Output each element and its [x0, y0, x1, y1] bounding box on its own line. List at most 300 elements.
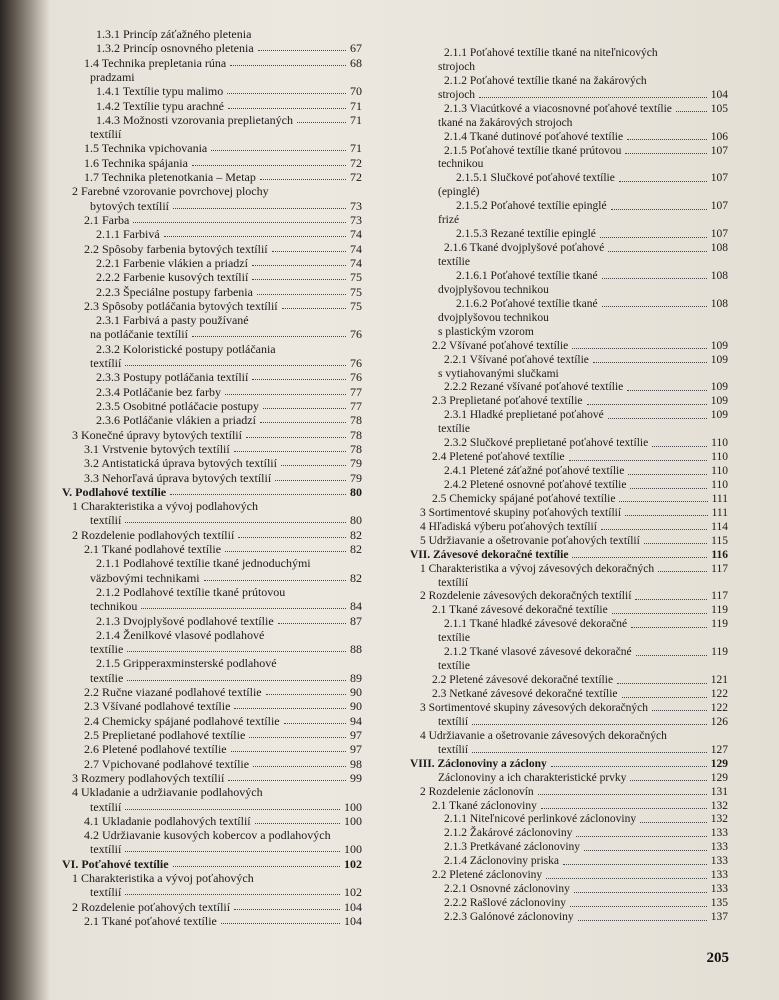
toc-entry — [456, 201, 728, 213]
toc-entry-title: pradzami — [90, 69, 135, 84]
toc-entry — [96, 85, 362, 97]
leader-dots — [238, 537, 346, 538]
toc-entry-title: 2.3.1 Farbivá a pasty používané — [96, 313, 249, 328]
toc-entry-title: 4 Hľadiská výberu poťahových textílií — [420, 520, 597, 533]
leader-dots — [211, 150, 346, 151]
toc-entry-title: 2.1.1 Podlahové textílie tkané jednoduchými — [96, 556, 311, 571]
toc-entry-page: 71 — [350, 141, 362, 156]
leader-dots — [593, 362, 707, 363]
leader-dots — [253, 766, 346, 767]
leader-dots — [282, 308, 346, 309]
toc-entry — [72, 429, 362, 441]
leader-dots — [619, 501, 707, 502]
leader-dots — [587, 404, 707, 405]
toc-entry-page: 114 — [711, 520, 728, 533]
toc-entry — [96, 400, 362, 412]
toc-entry — [444, 104, 728, 116]
toc-entry-title: V. Podlahové textílie — [62, 484, 167, 499]
leader-dots — [125, 365, 346, 366]
leader-dots — [284, 723, 346, 724]
leader-dots — [584, 850, 707, 851]
leader-dots — [252, 279, 346, 280]
leader-dots — [627, 390, 706, 391]
toc-entry-title: frizé — [438, 214, 460, 227]
toc-entry — [420, 536, 728, 548]
toc-entry-title: 2.1.1 Tkané hladké závesové dekoračné — [444, 618, 628, 631]
toc-entry-title: VI. Poťahové textílie — [62, 856, 169, 871]
toc-entry-title: 3.3 Nehorľavá úprava bytových textílií — [84, 470, 272, 485]
toc-entry-page: 78 — [350, 413, 362, 428]
toc-entry — [438, 578, 728, 590]
leader-dots — [602, 306, 707, 307]
toc-entry-title: 2.1.2 Podlahové textílie tkané prútovou — [96, 584, 286, 599]
toc-entry-page: 74 — [350, 241, 362, 256]
toc-entry-title: 3 Sortimentové skupiny závesových dekoračných — [420, 701, 649, 714]
toc-entry — [72, 185, 362, 197]
toc-entry — [96, 228, 362, 240]
toc-entry — [62, 858, 362, 870]
toc-entry-page: 108 — [710, 269, 728, 282]
toc-entry — [72, 872, 362, 884]
toc-entry-title: 2.1.3 Viacútkové a viacosnovné poťahové textílie — [444, 102, 672, 115]
toc-entry — [432, 605, 728, 617]
toc-entry-page: 105 — [710, 102, 728, 115]
toc-entry-page: 129 — [710, 757, 728, 770]
toc-entry — [444, 856, 728, 868]
toc-entry — [84, 543, 362, 555]
leader-dots — [221, 923, 340, 924]
toc-entry-title: 2.3.3 Postupy potláčania textílií — [96, 370, 249, 385]
toc-entry — [420, 564, 728, 576]
toc-entry-title: 2.1 Farba — [84, 212, 130, 227]
toc-entry — [90, 843, 362, 855]
toc-entry-title: 3 Konečné úpravy bytových textílií — [72, 427, 242, 442]
toc-entry-title: 1.4.1 Textílie typu malimo — [96, 84, 224, 99]
toc-entry-page: 117 — [711, 562, 728, 575]
toc-entry-page: 122 — [710, 701, 728, 714]
toc-entry-page: 104 — [344, 914, 362, 928]
leader-dots — [578, 920, 707, 921]
toc-entry — [420, 522, 728, 534]
toc-entry-title: 2.1.2 Tkané vlasové závesové dekoračné — [444, 646, 632, 659]
leader-dots — [479, 97, 707, 98]
toc-entry — [444, 382, 728, 394]
toc-entry-title: 1.4.3 Možnosti vzorovania preplietaných — [96, 112, 293, 127]
toc-entry-title: 2.1 Tkané záclonoviny — [432, 799, 537, 812]
toc-entry-page: 107 — [710, 200, 728, 213]
leader-dots — [472, 724, 707, 725]
toc-entry — [420, 508, 728, 520]
toc-entry-title: 2.1.6.2 Poťahové textílie tkané — [456, 297, 598, 310]
toc-entry — [444, 912, 728, 924]
toc-entry-title: 3.2 Antistatická úprava bytových textílií — [84, 456, 277, 471]
leader-dots — [231, 751, 346, 752]
toc-entry-page: 68 — [350, 55, 362, 70]
toc-entry — [84, 829, 362, 841]
toc-entry-page: 110 — [711, 437, 728, 450]
toc-entry-title: 2.1.5 Poťahové textílie tkané prútovou — [444, 144, 622, 157]
toc-entry-title: textílií — [90, 513, 122, 528]
toc-entry — [438, 159, 728, 171]
toc-entry-page: 80 — [350, 484, 362, 499]
toc-entry-page: 121 — [710, 674, 728, 687]
toc-entry — [438, 633, 728, 645]
toc-entry — [444, 647, 728, 659]
leader-dots — [258, 50, 346, 51]
toc-entry-page: 110 — [711, 465, 728, 478]
toc-entry — [72, 500, 362, 512]
toc-entry-page: 90 — [350, 699, 362, 714]
leader-dots — [266, 694, 346, 695]
leader-dots — [260, 179, 346, 180]
toc-entry — [96, 657, 362, 669]
toc-entry-page: 119 — [711, 618, 728, 631]
toc-entry-title: 2.2 Ručne viazané podlahové textílie — [84, 685, 262, 700]
toc-entry-title: VIII. Záclonoviny a záclony — [410, 757, 547, 770]
toc-entry — [72, 529, 362, 541]
leader-dots — [164, 236, 346, 237]
toc-entry-title: 2.1.4 Záclonoviny priska — [444, 855, 559, 868]
leader-dots — [551, 766, 707, 767]
toc-entry-title: 2.1 Tkané závesové dekoračné textílie — [432, 604, 608, 617]
leader-dots — [127, 651, 346, 652]
toc-entry — [84, 815, 362, 827]
toc-entry-title: 2 Farebné vzorovanie povrchovej plochy — [72, 184, 269, 199]
toc-entry — [438, 215, 728, 227]
leader-dots — [230, 65, 346, 66]
toc-entry-title: 2.2.2 Rašlové záclonoviny — [444, 897, 567, 910]
toc-entry-page: 76 — [350, 356, 362, 371]
toc-entry-page: 90 — [350, 685, 362, 700]
toc-entry-title: textílie — [90, 670, 124, 685]
toc-entry — [96, 371, 362, 383]
toc-entry — [90, 71, 362, 83]
toc-entry-title: s plastickým vzorom — [438, 325, 534, 338]
leader-dots — [228, 108, 346, 109]
toc-entry-page: 133 — [710, 869, 728, 882]
toc-entry-title: 2.1 Tkané podlahové textílie — [84, 542, 222, 557]
toc-entry — [96, 257, 362, 269]
toc-entry-title: 1 Charakteristika a vývoj podlahových — [72, 499, 258, 514]
toc-entry-title: 2.4.1 Pletené záťažné poťahové textílie — [444, 465, 625, 478]
toc-entry-title: textílií — [90, 885, 122, 900]
toc-entry-page: 109 — [710, 353, 728, 366]
toc-entry-page: 109 — [710, 409, 728, 422]
leader-dots — [570, 906, 707, 907]
toc-entry-title: 2.2.3 Špeciálne postupy farbenia — [96, 284, 253, 299]
leader-dots — [125, 894, 340, 895]
toc-entry-title: 1.3.1 Princíp záťažného pletenia — [96, 27, 252, 41]
toc-entry — [90, 328, 362, 340]
toc-entry-title: 2.2.2 Farbenie kusových textílií — [96, 270, 249, 285]
toc-entry-page: 89 — [350, 670, 362, 685]
toc-entry — [444, 243, 728, 255]
toc-entry — [438, 745, 728, 757]
leader-dots — [611, 209, 707, 210]
toc-entry-page: 126 — [710, 715, 728, 728]
toc-entry — [432, 494, 728, 506]
toc-entry-title: textílie — [438, 632, 470, 645]
leader-dots — [622, 697, 707, 698]
toc-entry-title: 2.2 Všívané poťahové textílie — [432, 339, 569, 352]
toc-entry-title: 2.1.3 Pretkávané záclonoviny — [444, 841, 581, 854]
toc-entry — [96, 114, 362, 126]
toc-entry-title: dvojplyšovou technikou — [438, 311, 549, 324]
toc-entry — [438, 257, 728, 269]
toc-entry-title: 2.3.1 Hladké preplietané poťahové — [444, 409, 604, 422]
toc-entry-title: 2.1.6.1 Poťahové textílie tkané — [456, 269, 598, 282]
toc-entry-page: 104 — [344, 899, 362, 914]
toc-entry-title: 2.3 Preplietané poťahové textílie — [432, 395, 583, 408]
page-number: 205 — [706, 950, 729, 966]
toc-entry-title: strojoch — [438, 60, 476, 73]
leader-dots — [227, 93, 346, 94]
toc-entry-title: textílie — [438, 660, 470, 673]
toc-entry-title: 2.1.5.3 Rezané textílie epinglé — [456, 228, 596, 241]
toc-entry-title: 2.4 Pletené poťahové textílie — [432, 451, 565, 464]
toc-entry — [438, 424, 728, 436]
toc-entry — [444, 828, 728, 840]
toc-entry-page: 76 — [350, 370, 362, 385]
toc-entry-title: VII. Závesové dekoračné textílie — [410, 548, 569, 561]
toc-entry — [456, 173, 728, 185]
toc-entry-page: 67 — [350, 41, 362, 56]
leader-dots — [204, 580, 346, 581]
leader-dots — [173, 866, 340, 867]
toc-entry-title: 2.2 Pletené závesové dekoračné textílie — [432, 674, 614, 687]
toc-entry — [96, 586, 362, 598]
toc-entry-title: textílie — [438, 423, 470, 436]
leader-dots — [652, 710, 707, 711]
leader-dots — [546, 878, 707, 879]
toc-entry-page: 127 — [710, 743, 728, 756]
toc-entry — [84, 700, 362, 712]
toc-entry-title: 2.7 Vpichované podlahové textílie — [84, 756, 250, 771]
toc-entry-title: textílií — [90, 356, 122, 371]
toc-entry-title: textílií — [90, 799, 122, 814]
toc-entry — [84, 157, 362, 169]
toc-entry-title: 1.6 Technika spájania — [84, 155, 188, 170]
toc-entry-page: 97 — [350, 742, 362, 757]
leader-dots — [625, 153, 706, 154]
toc-entry — [444, 480, 728, 492]
toc-entry-page: 75 — [350, 298, 362, 313]
toc-entry-title: 2.3.6 Potláčanie vlákien a priadzí — [96, 413, 256, 428]
toc-entry — [438, 327, 728, 339]
toc-entry — [444, 884, 728, 896]
toc-entry-page: 109 — [710, 339, 728, 352]
leader-dots — [608, 251, 707, 252]
toc-entry-page: 82 — [350, 570, 362, 585]
toc-entry — [432, 870, 728, 882]
toc-entry-page: 73 — [350, 212, 362, 227]
toc-entry-page: 82 — [350, 542, 362, 557]
toc-entry-page: 129 — [710, 771, 728, 784]
leader-dots — [234, 451, 346, 452]
leader-dots — [263, 408, 346, 409]
toc-entry — [410, 550, 728, 562]
toc-entry-page: 133 — [710, 883, 728, 896]
toc-entry-title: 4 Udržiavanie a ošetrovanie závesových dekoračných — [420, 729, 667, 742]
toc-entry-page: 131 — [710, 785, 728, 798]
leader-dots — [628, 474, 707, 475]
toc-entry-title: 3.1 Vrstvenie bytových textílií — [84, 441, 230, 456]
toc-entry-title: textílie — [90, 642, 124, 657]
toc-entry-title: textílií — [438, 576, 469, 589]
toc-entry-title: väzbovými technikami — [90, 570, 200, 585]
toc-entry-title: 2 Rozdelenie podlahových textílií — [72, 527, 235, 542]
leader-dots — [600, 237, 707, 238]
toc-entry-page: 102 — [344, 885, 362, 900]
toc-entry — [90, 514, 362, 526]
toc-entry — [444, 48, 728, 60]
toc-entry — [84, 57, 362, 69]
toc-entry — [438, 773, 728, 785]
leader-dots — [658, 571, 707, 572]
leader-dots — [255, 823, 340, 824]
leader-dots — [572, 348, 706, 349]
toc-entry-title: textílie — [438, 256, 470, 269]
toc-entry-page: 115 — [711, 534, 728, 547]
leader-dots — [278, 623, 346, 624]
toc-entry-title: (epinglé) — [438, 186, 480, 199]
toc-entry-page: 117 — [711, 590, 728, 603]
leader-dots — [652, 446, 707, 447]
toc-entry — [444, 438, 728, 450]
leader-dots — [644, 543, 707, 544]
toc-entry — [96, 386, 362, 398]
leader-dots — [569, 460, 708, 461]
toc-entry — [444, 410, 728, 422]
toc-entry-title: 3 Rozmery podlahových textílií — [72, 770, 225, 785]
toc-entry — [96, 557, 362, 569]
toc-entry-title: textílií — [438, 715, 469, 728]
toc-entry-title: 2.5 Chemicky spájané poťahové textílie — [432, 492, 616, 505]
toc-entry-page: 100 — [344, 799, 362, 814]
toc-entry-page: 102 — [344, 856, 362, 871]
leader-dots — [225, 551, 346, 552]
toc-entry-title: 2.2.2 Rezané všívané poťahové textílie — [444, 381, 624, 394]
toc-entry-page: 76 — [350, 327, 362, 342]
toc-entry — [456, 299, 728, 311]
toc-entry — [444, 355, 728, 367]
toc-entry-title: 2.1.1 Farbivá — [96, 227, 160, 242]
toc-entry — [90, 200, 362, 212]
toc-entry-title: 1.4.2 Textílie typu arachné — [96, 98, 224, 113]
toc-entry — [72, 772, 362, 784]
toc-entry — [96, 286, 362, 298]
leader-dots — [617, 683, 707, 684]
toc-entry-title: 2 Rozdelenie poťahových textílií — [72, 899, 231, 914]
toc-entry — [444, 132, 728, 144]
toc-entry-page: 107 — [710, 144, 728, 157]
toc-entry-page: 75 — [350, 270, 362, 285]
toc-entry — [438, 369, 728, 381]
leader-dots — [275, 480, 346, 481]
toc-entry-page: 111 — [711, 492, 728, 505]
toc-entry — [84, 243, 362, 255]
toc-entry — [444, 898, 728, 910]
leader-dots — [133, 222, 346, 223]
toc-entry-page: 100 — [344, 813, 362, 828]
toc-entry-page: 109 — [710, 395, 728, 408]
toc-entry-title: 2.2 Pletené záclonoviny — [432, 869, 543, 882]
toc-entry-page: 88 — [350, 642, 362, 657]
toc-entry — [84, 758, 362, 770]
toc-entry — [84, 214, 362, 226]
toc-entry — [84, 443, 362, 455]
toc-entry-page: 119 — [711, 646, 728, 659]
toc-entry — [90, 643, 362, 655]
leader-dots — [281, 465, 346, 466]
toc-entry-page: 99 — [350, 770, 362, 785]
toc-entry — [90, 128, 362, 140]
toc-entry-title: 2.1.1 Niteľnicové perlinkové záclonoviny — [444, 813, 637, 826]
toc-entry — [438, 661, 728, 673]
toc-entry-title: 2.2.1 Farbenie vlákien a priadzí — [96, 255, 248, 270]
toc-entry-title: Záclonoviny a ich charakteristické prvky — [438, 771, 627, 784]
toc-entry — [84, 300, 362, 312]
toc-entry — [432, 341, 728, 353]
toc-entry-title: 2 Rozdelenie závesových dekoračných textílií — [420, 590, 632, 603]
toc-entry — [444, 146, 728, 158]
toc-entry — [84, 457, 362, 469]
leader-dots — [640, 822, 707, 823]
toc-entry-title: 4 Ukladanie a udržiavanie podlahových — [72, 785, 263, 800]
toc-entry-page: 78 — [350, 441, 362, 456]
toc-entry-page: 72 — [350, 170, 362, 185]
leader-dots — [676, 111, 707, 112]
leader-dots — [257, 294, 346, 295]
toc-entry — [432, 396, 728, 408]
toc-entry-page: 94 — [350, 713, 362, 728]
toc-entry-page: 133 — [710, 827, 728, 840]
toc-entry-title: 2.1.5.1 Slučkové poťahové textílie — [456, 172, 615, 185]
toc-entry-page: 108 — [710, 242, 728, 255]
leader-dots — [125, 851, 340, 852]
toc-entry-page: 75 — [350, 284, 362, 299]
toc-entry-title: textílií — [438, 743, 469, 756]
toc-entry-title: 2.4.2 Pletené osnovné poťahové textílie — [444, 479, 627, 491]
leader-dots — [252, 379, 346, 380]
toc-entry-title: 2.3 Netkané závesové dekoračné textílie — [432, 688, 618, 701]
toc-entry — [444, 842, 728, 854]
toc-entry-title: textílií — [90, 842, 122, 857]
leader-dots — [612, 613, 707, 614]
toc-entry-page: 109 — [710, 381, 728, 394]
toc-entry-page: 73 — [350, 198, 362, 213]
toc-entry-title: 2.1.5.2 Poťahové textílie epinglé — [456, 200, 607, 213]
toc-entry-title: 3 Sortimentové skupiny poťahových textílií — [420, 506, 622, 519]
toc-entry-page: 79 — [350, 470, 362, 485]
toc-entry — [84, 743, 362, 755]
toc-entry — [420, 591, 728, 603]
toc-entry-page: 137 — [710, 911, 728, 923]
toc-entry-title: 2.2 Spôsoby farbenia bytových textílií — [84, 241, 268, 256]
toc-entry-title: 2.1.6 Tkané dvojplyšové poťahové — [444, 242, 605, 255]
toc-entry — [90, 672, 362, 684]
leader-dots — [627, 139, 707, 140]
toc-entry — [438, 118, 728, 130]
toc-entry-page: 132 — [710, 813, 728, 826]
leader-dots — [125, 522, 346, 523]
toc-entry-title: 1 Charakteristika a vývoj závesových dekoračných — [420, 562, 655, 575]
toc-entry — [96, 414, 362, 426]
toc-entry-title: 1 Charakteristika a vývoj poťahových — [72, 871, 254, 886]
toc-entry — [432, 801, 728, 813]
toc-entry — [90, 886, 362, 898]
toc-entry — [456, 271, 728, 283]
